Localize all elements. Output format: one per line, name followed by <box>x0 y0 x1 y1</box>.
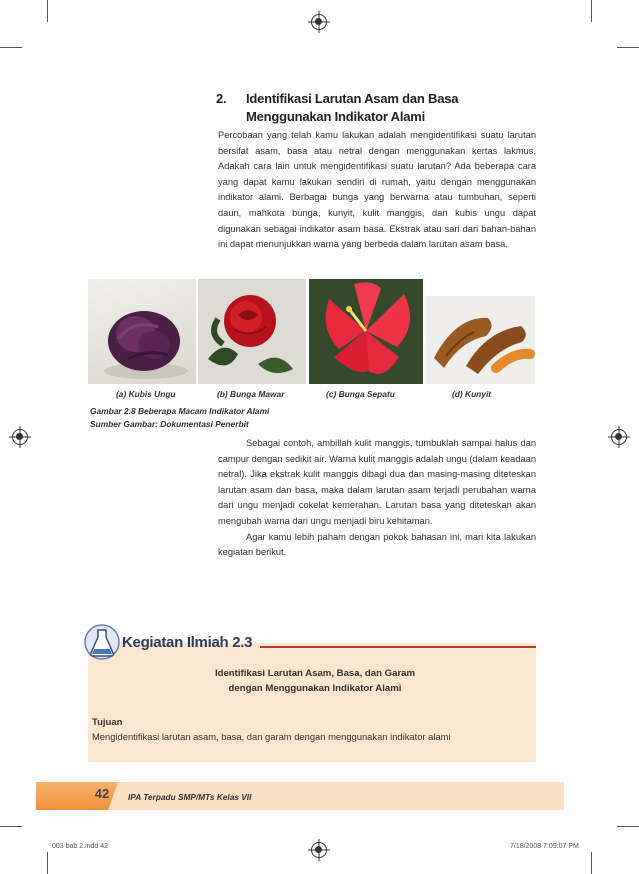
kegiatan-rule <box>260 646 536 648</box>
paragraph-example <box>218 436 536 561</box>
crop-mark <box>591 852 592 874</box>
crop-mark <box>0 47 22 48</box>
crop-mark <box>617 47 639 48</box>
photo-bunga-sepatu <box>309 279 423 384</box>
crop-mark <box>47 852 48 874</box>
photo-kunyit <box>426 296 535 384</box>
tujuan-text: Mengidentifikasi larutan asam, basa, dan garam dengan menggunakan indikator alami <box>92 731 451 742</box>
figure-title: Gambar 2.8 Beberapa Macam Indikator Alami <box>90 406 270 416</box>
slug-datetime: 7/18/2008 7:09:07 PM <box>510 843 579 850</box>
book-title: IPA Terpadu SMP/MTs Kelas VII <box>128 792 252 802</box>
figure-source: Sumber Gambar: Dokumentasi Penerbit <box>90 419 249 429</box>
caption-b: (b) Bunga Mawar <box>217 389 285 399</box>
flask-icon <box>84 622 120 662</box>
kegiatan-box <box>88 643 536 762</box>
kegiatan-subtitle <box>190 666 440 696</box>
section-heading <box>216 90 542 126</box>
paragraph-kegiatan-intro: Agar kamu lebih paham dengan pokok bahasan ini, mari kita lakukan kegiatan berikut. <box>218 531 536 558</box>
caption-a: (a) Kubis Ungu <box>116 389 176 399</box>
registration-mark-icon <box>611 429 627 445</box>
caption-c: (c) Bunga Sepatu <box>326 389 395 399</box>
kegiatan-title: Kegiatan Ilmiah 2.3 <box>122 634 253 651</box>
section-title: Identifikasi Larutan Asam dan Basa Menggunakan Indikator Alami <box>246 91 459 124</box>
crop-mark <box>47 0 48 22</box>
crop-mark <box>617 826 639 827</box>
paragraph-intro: Percobaan yang telah kamu lakukan adalah mengidentifikasi suatu larutan bersifat asam, basa atau netral dengan menggunakan kertas lakmus. Adakah cara lain untuk mengidentifikasi suatu larutan? Ada beberapa cara yang dapat kamu lakukan sendiri di rumah, yaitu dengan menggunakan indikator alami. Berbagai bunga yang berwarna atau tumbuhan, seperti daun, mahkota bunga, kunyit, kulit manggis, dan kubis ungu dapat digunakan sebagai indikator asam basa. Ekstrak atau sari dari bahan-bahan ini dapat menunjukkan warna yang berbeda dalam larutan asam basa. <box>218 130 536 250</box>
slug-file: 003 bab 2.indd 42 <box>52 843 109 850</box>
registration-mark-icon <box>311 842 327 858</box>
section-number: 2. <box>216 91 227 106</box>
paragraph-manggis: Sebagai contoh, ambillah kulit manggis, tumbuklah sampai halus dan campur dengan sedikit air. Warna kulit manggis adalah ungu (dalam keadaan netral). Jika ekstrak kulit manggis dibagi dua dan masing-masing diteteskan larutan asam dan basa, maka dalam larutan asam terjadi perubahan warna dari ungu menjadi cokelat kemerahan. Larutan basa yang diteteskan akan mengubah warna dari ungu menjadi biru kehitaman. <box>218 438 537 526</box>
registration-mark-icon <box>311 14 327 30</box>
crop-mark <box>0 826 22 827</box>
registration-mark-icon <box>12 429 28 445</box>
kegiatan-subtitle-line1: Identifikasi Larutan Asam, Basa, dan Garam <box>214 668 416 679</box>
photo-bunga-mawar <box>198 279 306 384</box>
tujuan-heading: Tujuan <box>92 717 123 728</box>
kegiatan-subtitle-line2: dengan Menggunakan Indikator Alami <box>228 683 402 694</box>
caption-d: (d) Kunyit <box>452 389 492 399</box>
crop-mark <box>591 0 592 22</box>
photo-kubis-ungu <box>88 279 196 384</box>
page-number: 42 <box>94 786 110 801</box>
